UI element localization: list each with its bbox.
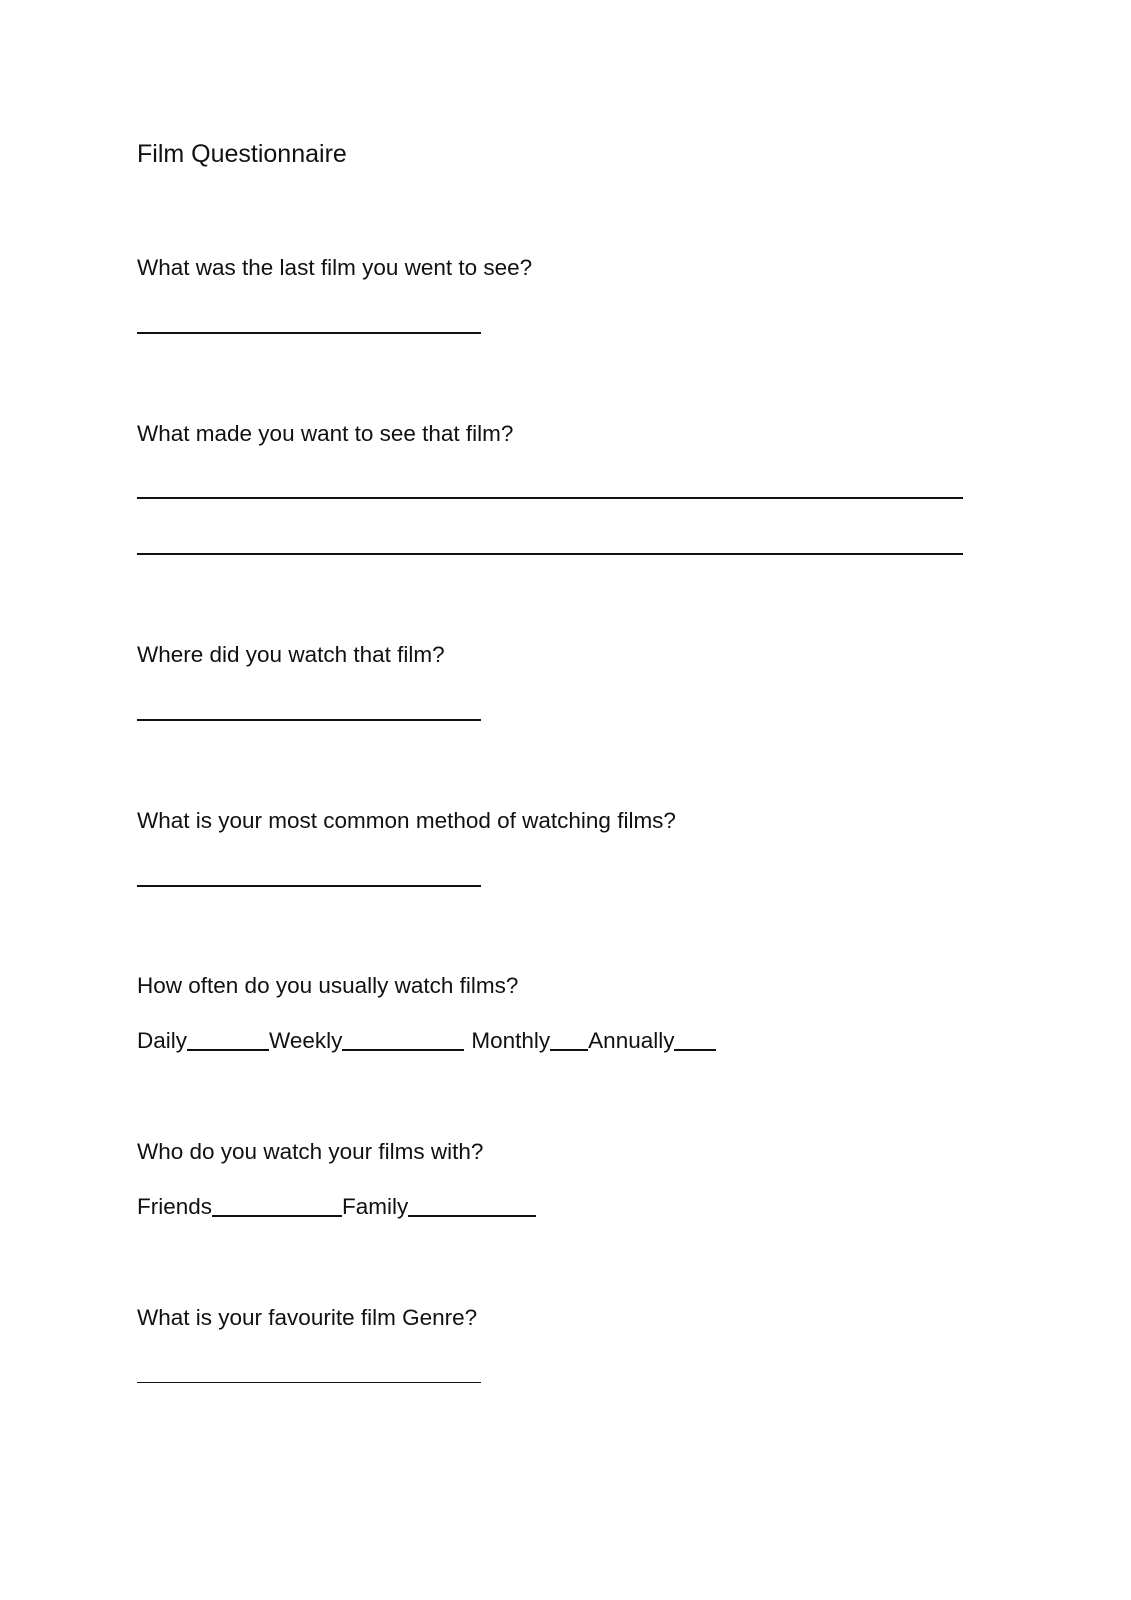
answer-line-last-film[interactable] [137,332,481,334]
blank-friends[interactable] [212,1215,342,1217]
option-annually-label: Annually [588,1028,675,1053]
option-monthly-label: Monthly [471,1028,551,1053]
question-where-watched: Where did you watch that film? [137,642,445,667]
answer-line-where-watched[interactable] [137,719,481,721]
answer-line-watching-method[interactable] [137,885,481,887]
option-friends-label: Friends [137,1194,213,1219]
option-family-label: Family [342,1194,409,1219]
answer-line-why-film-1[interactable] [137,497,963,499]
blank-family[interactable] [408,1215,536,1217]
frequency-options [137,1027,716,1055]
question-watching-method: What is your most common method of watching films? [137,808,676,833]
question-how-often: How often do you usually watch films? [137,973,519,998]
option-daily-label: Daily [137,1028,188,1053]
blank-weekly[interactable] [342,1049,464,1051]
question-why-film: What made you want to see that film? [137,421,514,446]
page-title: Film Questionnaire [137,140,347,168]
answer-line-favourite-genre[interactable] [137,1382,481,1383]
company-options [137,1193,536,1221]
blank-daily[interactable] [187,1049,269,1051]
option-weekly-label: Weekly [269,1028,343,1053]
question-favourite-genre: What is your favourite film Genre? [137,1305,478,1330]
question-watch-with: Who do you watch your films with? [137,1139,484,1164]
answer-line-why-film-2[interactable] [137,553,963,555]
blank-annually[interactable] [674,1049,716,1051]
question-last-film: What was the last film you went to see? [137,255,533,280]
blank-monthly[interactable] [550,1049,588,1051]
